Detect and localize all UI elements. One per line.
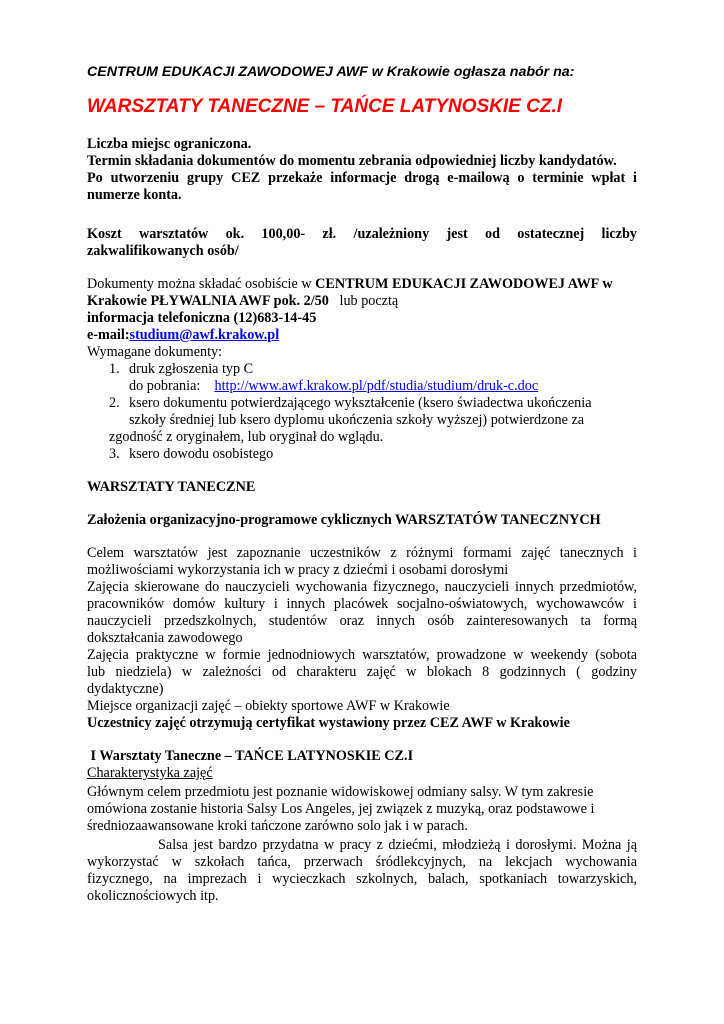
description-line: lub niedziela) w zależności od charakteru zajęć w blokach 8 godzinnych ( godziny xyxy=(87,664,637,680)
description-line: dokształcania zawodowego xyxy=(87,630,243,646)
contact-line xyxy=(87,276,613,293)
cost-line: zakwalifikowanych osób/ xyxy=(87,243,239,259)
description-line: dydaktyczne) xyxy=(87,681,164,697)
intro-line: CENTRUM EDUKACJI ZAWODOWEJ AWF w Krakowie ogłasza nabór na: xyxy=(87,64,575,80)
contact-text: lub pocztą xyxy=(328,293,399,309)
email-line xyxy=(87,327,279,344)
required-docs-heading: Wymagane dokumenty: xyxy=(87,344,223,360)
paragraph-line: okolicznościowych itp. xyxy=(87,888,219,904)
contact-office: Krakowie PŁYWALNIA AWF pok. 2/50 xyxy=(87,293,329,309)
list-item: ksero dokumentu potwierdzającego wykształcenie (ksero świadectwa ukończenia xyxy=(129,395,592,411)
contact-org: CENTRUM EDUKACJI ZAWODOWEJ AWF w xyxy=(315,276,613,292)
paragraph-line: wykorzystać w szkołach tańca, przerwach śródlekcyjnych, na lekcjach wychowania xyxy=(87,854,637,870)
description-line: nauczycieli przedszkolnych, studentów oraz innych osób zainteresowanych ta formą xyxy=(87,613,637,629)
contact-line xyxy=(87,293,398,310)
list-number: 1. xyxy=(109,361,120,377)
certificate-line: Uczestnicy zajęć otrzymują certyfikat wystawiony przez CEZ AWF w Krakowie xyxy=(87,715,570,731)
workshop-heading: I Warsztaty Taneczne – TAŃCE LATYNOSKIE CZ.I xyxy=(87,748,414,764)
list-item: druk zgłoszenia typ C xyxy=(129,361,254,377)
description-line: Miejsce organizacji zajęć – obiekty sportowe AWF w Krakowie xyxy=(87,698,450,714)
description-line: Zajęcia skierowane do nauczycieli wychowania fizycznego, nauczycieli innych przedmiotów, xyxy=(87,579,637,595)
list-number: 2. xyxy=(109,395,120,411)
contact-text: Dokumenty można składać osobiście w xyxy=(87,276,316,292)
paragraph-line: fizycznego, na imprezach i wycieczkach szkolnych, balach, spotkaniach towarzyskich, xyxy=(87,871,637,887)
email-link[interactable]: studium@awf.krakow.pl xyxy=(129,327,280,343)
paragraph-line: omówiona zostanie historia Salsy Los Angeles, jej związek z muzyką, oraz podstawowe i xyxy=(87,801,595,817)
workshop-subheading: Charakterystyka zajęć xyxy=(87,765,213,781)
phone-line: informacja telefoniczna (12)683-14-45 xyxy=(87,310,317,326)
notice-line: numerze konta. xyxy=(87,187,182,203)
list-item: zgodność z oryginałem, lub oryginał do wglądu. xyxy=(109,429,384,445)
email-label: e-mail: xyxy=(87,327,130,343)
paragraph-line: Głównym celem przedmiotu jest poznanie widowiskowej odmiany salsy. W tym zakresie xyxy=(87,784,594,800)
description-line: pracowników domów kultury i innych placówek socjalno-oświatowych, wychowawców i xyxy=(87,596,637,612)
notice-line: Po utworzeniu grupy CEZ przekaże informacje drogą e-mailową o terminie wpłat i xyxy=(87,170,637,186)
notice-line: Liczba miejsc ograniczona. xyxy=(87,136,252,152)
section-subheading: Założenia organizacyjno-programowe cyklicznych WARSZTATÓW TANECZNYCH xyxy=(87,512,601,528)
download-link[interactable]: http://www.awf.krakow.pl/pdf/studia/studium/druk-c.doc xyxy=(214,378,539,394)
list-number: 3. xyxy=(109,446,120,462)
description-line: możliwościami wykorzystania ich w pracy z dziećmi i osobami dorosłymi xyxy=(87,562,509,578)
list-item: szkoły średniej lub ksero dyplomu ukończenia szkoły wyższej) potwierdzone za xyxy=(129,412,585,428)
paragraph-line: średniozaawansowane kroki tańczone zarówno solo jak i w parach. xyxy=(87,818,468,834)
description-line: Zajęcia praktyczne w formie jednodniowych warsztatów, prowadzone w weekendy (sobota xyxy=(87,647,637,663)
download-line xyxy=(129,378,538,395)
cost-line: Koszt warsztatów ok. 100,00- zł. /uzależniony jest od ostatecznej liczby xyxy=(87,226,637,242)
section-heading: WARSZTATY TANECZNE xyxy=(87,479,256,495)
list-item: ksero dowodu osobistego xyxy=(129,446,274,462)
notice-line: Termin składania dokumentów do momentu zebrania odpowiedniej liczby kandydatów. xyxy=(87,153,617,169)
download-label: do pobrania: xyxy=(129,378,201,394)
page-title: WARSZTATY TANECZNE – TAŃCE LATYNOSKIE CZ.I xyxy=(87,96,562,117)
description-line: Celem warsztatów jest zapoznanie uczestników z różnymi formami zajęć tanecznych i xyxy=(87,545,637,561)
paragraph-line: Salsa jest bardzo przydatna w pracy z dziećmi, młodzieżą i dorosłymi. Można ją xyxy=(158,837,637,853)
